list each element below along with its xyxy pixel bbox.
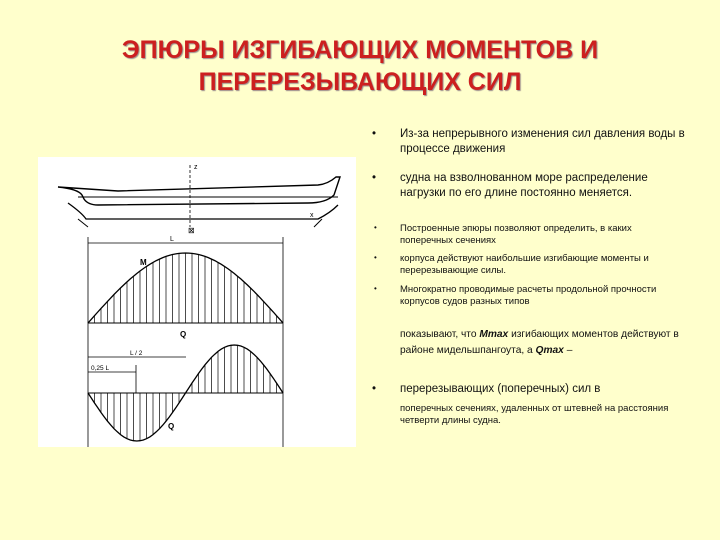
p6-text-e: –: [563, 345, 573, 356]
bending-moment-diagram: [38, 157, 356, 447]
bullet-7-marker: •: [372, 383, 377, 395]
slide-title: [20, 34, 700, 98]
paragraph-mmax: [400, 327, 700, 359]
bullet-5-marker: •: [374, 284, 377, 293]
length-label: L: [170, 236, 174, 243]
z-axis-label: z: [194, 164, 198, 171]
half-length-label: L / 2: [130, 350, 143, 357]
bullet-1-marker: •: [372, 128, 377, 140]
x-axis-label: x: [310, 212, 314, 219]
p6-text-c: изгибающих моментов действуют в районе мидельшпангоута, а: [400, 329, 679, 356]
qmax-bottom-label: Q: [168, 422, 175, 431]
bullet-2-marker: •: [372, 172, 377, 184]
bullet-4-text: корпуса действуют наибольшие изгибающие моменты и перерезывающие силы.: [400, 253, 649, 277]
bullet-3-marker: •: [374, 223, 377, 232]
diagram-svg: [38, 157, 356, 447]
bullet-1-text: Из-за непрерывного изменения сил давления воды в процессе движения: [400, 128, 685, 155]
hull-ends: [78, 219, 322, 227]
bullet-4-marker: •: [374, 253, 377, 262]
title-line-2: ПЕРЕРЕЗЫВАЮЩИХ СИЛ: [198, 68, 522, 96]
paragraph-quarter-length: поперечных сечениях, удаленных от штевней на расстояния четверти длины судна.: [400, 403, 669, 427]
midship-symbol: ⊠: [188, 226, 195, 235]
qmax-top-label: Q: [180, 330, 187, 339]
p6-mmax: Mmax: [479, 329, 509, 340]
p6-qmax: Qmax: [535, 345, 564, 356]
bullet-3-text: Построенные эпюры позволяют определить, в каких поперечных сечениях: [400, 223, 632, 247]
quarter-length-label: 0,25 L: [91, 365, 110, 372]
bullet-7-text: перерезывающих (поперечных) сил в: [400, 383, 601, 395]
moment-hatching: [95, 253, 277, 323]
ship-hull: [58, 177, 340, 205]
p6-text-a: показывают, что: [400, 329, 480, 340]
mmax-label: M: [140, 258, 147, 267]
title-line-1: ЭПЮРЫ ИЗГИБАЮЩИХ МОМЕНТОВ И: [121, 36, 599, 64]
bullet-2-text: судна на взволнованном море распределение нагрузки по его длине постоянно меняется.: [400, 172, 648, 199]
bullet-5-text: Многократно проводимые расчеты продольной прочности корпусов судов разных типов: [400, 284, 657, 308]
